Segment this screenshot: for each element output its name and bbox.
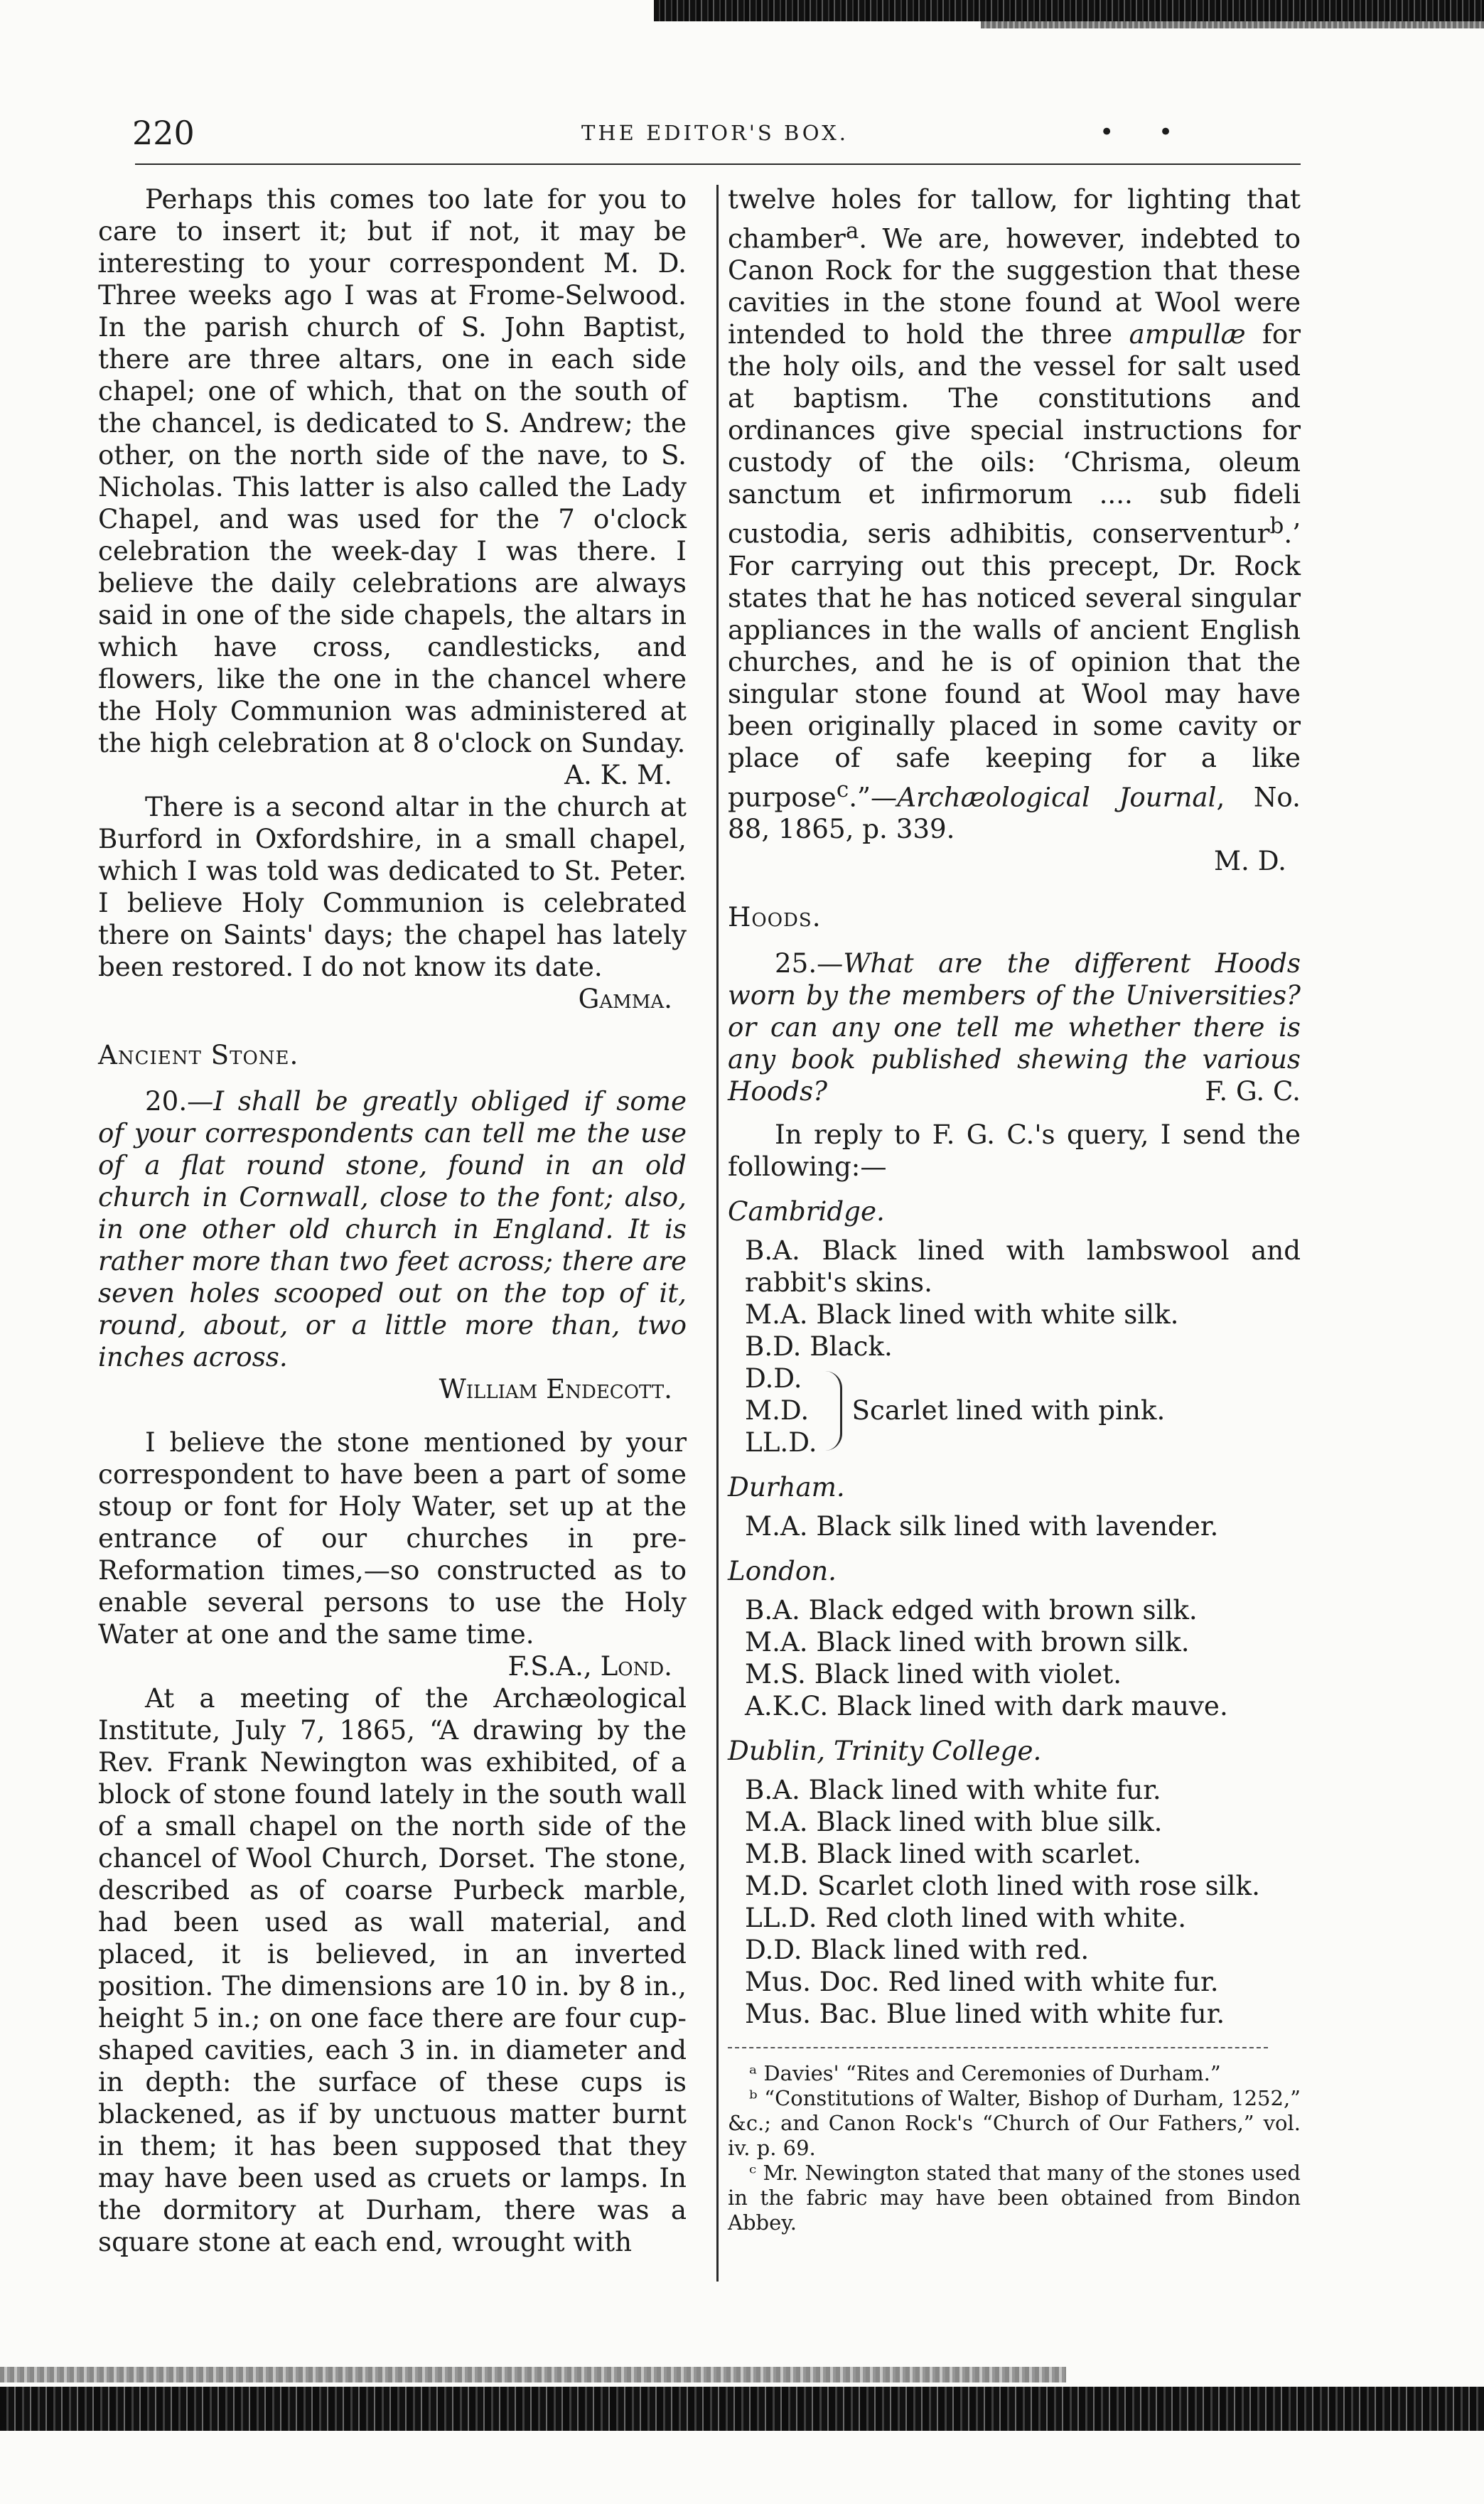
query-number: 20.— bbox=[145, 1085, 214, 1117]
hood-cambridge-ma: M.A. Black lined with white silk. bbox=[745, 1299, 1179, 1331]
scan-edge-top bbox=[654, 0, 1484, 21]
section-heading-hoods: Hoods. bbox=[728, 901, 822, 933]
footnote-b: ᵇ “Constitutions of Walter, Bishop of Durham, 1252,” &c.; and Canon Rock's “Church of Our Fathers,” vol. iv. p. 69. bbox=[728, 2086, 1301, 2161]
footnote-ref-a: a bbox=[845, 218, 859, 244]
doctors-hood-description: Scarlet lined with pink. bbox=[851, 1395, 1166, 1426]
signature-fgc: F. G. C. bbox=[1205, 1075, 1301, 1107]
burford-paragraph: There is a second altar in the church at Burford in Oxfordshire, in a small chapel, which I was told was dedicated to St. Peter. I believe Holy Communion is celebrated there on Saints' days; the chapel has lately been restored. I do not know its date. bbox=[98, 791, 687, 982]
wool-stone-continuation: twelve holes for tallow, for lighting that chamber$^a$. We are, however, indebted to Canon Rock for the suggestion that these cavities in the stone found at Wool were intended to hold the three ampullæ for the holy oils, and the vessel for salt used at baptism. The constitutions and ordinances give special instructions for custody of the oils: ‘Chrisma, oleum sanctum et infirmorum .... sub fideli custodia, seris adhibitis, conserventur$^b$.’ For carrying out this precept, Dr. Rock states that he has noticed several singular appliances in the walls of ancient English churches, and he is of opinion that the singular stone found at Wool may have been originally placed in some cavity or place of safe keeping for a like purpose$^c$.”—Archæological Journal, No. 88, 1865, p. 339. bbox=[728, 183, 1301, 845]
hood-durham-ma: M.A. Black silk lined with lavender. bbox=[745, 1510, 1219, 1542]
footnote-rule bbox=[728, 2047, 1268, 2048]
university-london: London. bbox=[728, 1555, 837, 1587]
spacer bbox=[98, 1405, 687, 1426]
hood-london-ma: M.A. Black lined with brown silk. bbox=[745, 1626, 1190, 1658]
hood-dublin-musdoc: Mus. Doc. Red lined with white fur. bbox=[745, 1966, 1219, 1998]
query-text: What are the different Hoods worn by the members of the Universities? or can any one tell me whether there is any book published shewing the various Hoods? bbox=[728, 947, 1301, 1107]
footnote-ref-b: b bbox=[1269, 513, 1284, 539]
hood-dublin-mb: M.B. Black lined with scarlet. bbox=[745, 1838, 1141, 1870]
hood-london-akc: A.K.C. Black lined with dark mauve. bbox=[745, 1690, 1228, 1722]
signature-endecott: William Endecott. bbox=[439, 1373, 672, 1404]
signature-gamma: Gamma. bbox=[578, 983, 672, 1014]
header-ornament: • • bbox=[1099, 118, 1191, 146]
wool-stone-paragraph: At a meeting of the Archæological Institute, July 7, 1865, “A drawing by the Rev. Frank Newington was exhibited, of a block of stone found lately in the south wall of a small chapel on the north side of the chancel of Wool Church, Dorset. The stone, described as of coarse Purbeck marble, had been used as wall material, and placed, it is believed, in an inverted position. The dimensions are 10 in. by 8 in., height 5 in.; on one face there are four cup-shaped cavities, each 3 in. in diameter and in depth: the surface of these cups is blackened, as if by unctuous matter burnt in them; it has been supposed that they may have been used as cruets or lamps. In the dormitory at Durham, there was a square stone at each end, wrought with bbox=[98, 1682, 687, 2257]
query-number: 25.— bbox=[775, 947, 844, 979]
column-divider bbox=[716, 185, 719, 2282]
hood-london-ba: B.A. Black edged with brown silk. bbox=[745, 1594, 1198, 1626]
footnote-a: ᵃ Davies' “Rites and Ceremonies of Durham.” bbox=[749, 2061, 1221, 2086]
hood-cambridge-ba: B.A. Black lined with lambswool and rabbit's skins. bbox=[745, 1235, 1301, 1299]
signature-akm: A. K. M. bbox=[564, 759, 672, 790]
hood-cambridge-doctors bbox=[728, 1363, 1301, 1458]
degree-md: M.D. bbox=[745, 1395, 810, 1426]
hood-dublin-ba: B.A. Black lined with white fur. bbox=[745, 1774, 1161, 1806]
footnotes bbox=[728, 2061, 1301, 2235]
university-dublin: Dublin, Trinity College. bbox=[728, 1735, 1042, 1767]
left-column bbox=[98, 183, 687, 2258]
query-20 bbox=[98, 1085, 687, 1373]
scan-edge-top-fringe bbox=[981, 21, 1484, 28]
altar-letter-paragraph: Perhaps this comes too late for you to care to insert it; but if not, it may be interesting to your correspondent M. D. Three weeks ago I was at Frome-Selwood. In the parish church of S. John Baptist, there are three altars, one in each side chapel; one of which, that on the south of the chancel, is dedicated to S. Andrew; the other, on the north side of the nave, to S. Nicholas. This latter is also called the Lady Chapel, and was used for the 7 o'clock celebration the week-day I was there. I believe the daily celebrations are always said in one of the side chapels, the altars in which have cross, candlesticks, and flowers, like the one in the chancel where the Holy Communion was administered at the high celebration at 8 o'clock on Sunday. bbox=[98, 183, 687, 758]
scan-edge-bottom-fringe bbox=[0, 2367, 1066, 2382]
university-cambridge: Cambridge. bbox=[728, 1195, 885, 1227]
signature-md: M. D. bbox=[1213, 845, 1286, 877]
degree-dd: D.D. bbox=[745, 1363, 802, 1395]
degree-lld: LL.D. bbox=[745, 1426, 817, 1458]
hood-dublin-lld: LL.D. Red cloth lined with white. bbox=[745, 1902, 1187, 1934]
query-25 bbox=[728, 947, 1301, 1107]
header-rule bbox=[135, 163, 1301, 165]
reply-intro: In reply to F. G. C.'s query, I send the following:— bbox=[728, 1119, 1301, 1183]
scan-edge-bottom bbox=[0, 2387, 1484, 2431]
hood-dublin-dd: D.D. Black lined with red. bbox=[745, 1934, 1090, 1966]
footnote-c: ᶜ Mr. Newington stated that many of the stones used in the fabric may have been obtained from Bindon Abbey. bbox=[728, 2161, 1301, 2235]
query-text: I shall be greatly obliged if some of your correspondents can tell me the use of a flat round stone, found in an old church in Cornwall, close to the font; also, in one other old church in England. It is rather more than two feet across; there are seven holes scooped out on the top of it, round, about, or a little more than, two inches across. bbox=[98, 1085, 687, 1372]
university-durham: Durham. bbox=[728, 1471, 845, 1503]
hood-dublin-ma: M.A. Black lined with blue silk. bbox=[745, 1806, 1163, 1838]
page-header bbox=[132, 114, 1298, 156]
page-number: 220 bbox=[132, 114, 195, 152]
hood-london-ms: M.S. Black lined with violet. bbox=[745, 1658, 1122, 1690]
signature-fsa: F.S.A., Lond. bbox=[507, 1650, 672, 1682]
hood-dublin-md: M.D. Scarlet cloth lined with rose silk. bbox=[745, 1870, 1260, 1902]
section-heading-ancient-stone: Ancient Stone. bbox=[98, 1039, 299, 1070]
running-title: THE EDITOR'S BOX. bbox=[581, 121, 849, 145]
holy-water-paragraph: I believe the stone mentioned by your correspondent to have been a part of some stoup or font for Holy Water, set up at the entrance of our churches in pre-Reformation times,—so constructed as to enable several persons to use the Holy Water at one and the same time. bbox=[98, 1426, 687, 1650]
hood-cambridge-bd: B.D. Black. bbox=[745, 1331, 893, 1363]
right-column bbox=[728, 183, 1301, 2235]
footnote-ref-c: c bbox=[836, 776, 849, 802]
brace-icon bbox=[824, 1371, 842, 1451]
hood-dublin-musbac: Mus. Bac. Blue lined with white fur. bbox=[745, 1998, 1225, 2030]
doctor-degree-codes bbox=[745, 1363, 817, 1458]
